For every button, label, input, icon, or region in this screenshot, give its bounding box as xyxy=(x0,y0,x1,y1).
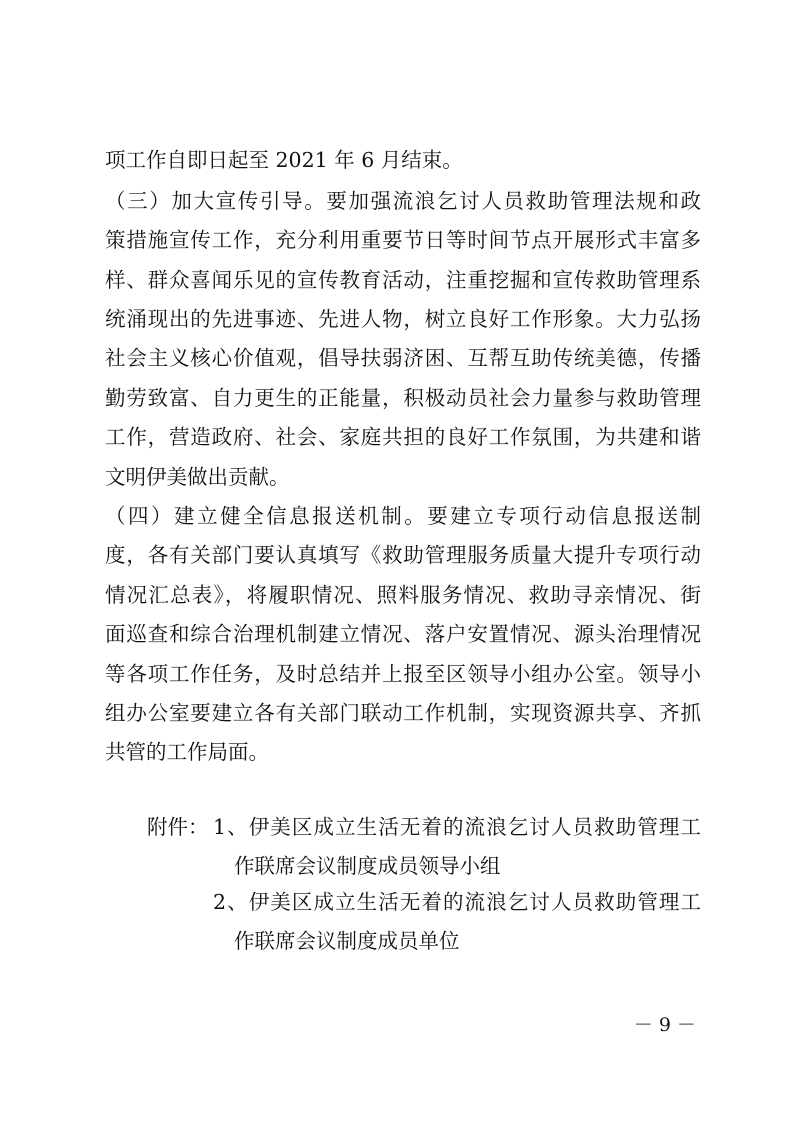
paragraph-line: 情况汇总表》，将履职情况、照料服务情况、救助寻亲情况、街 xyxy=(105,583,701,607)
attachment-item-line: 作联席会议制度成员领导小组 xyxy=(234,854,501,878)
paragraph-line: 工作，营造政府、社会、家庭共担的良好工作氛围，为共建和谐 xyxy=(105,425,701,449)
paragraph-line: （三）加大宣传引导。要加强流浪乞讨人员救助管理法规和政 xyxy=(105,189,701,213)
paragraph-line: 组办公室要建立各有关部门联动工作机制，实现资源共享、齐抓 xyxy=(105,701,701,725)
paragraph-line: 策措施宣传工作，充分利用重要节日等时间节点开展形式丰富多 xyxy=(105,228,701,252)
attachment-item-line: 2、伊美区成立生活无着的流浪乞讨人员救助管理工 xyxy=(213,890,701,914)
paragraph-line: 等各项工作任务，及时总结并上报至区领导小组办公室。领导小 xyxy=(105,662,701,686)
attachment-item-line: 1、伊美区成立生活无着的流浪乞讨人员救助管理工 xyxy=(213,815,701,839)
paragraph-line: 项工作自即日起至 2021 年 6 月结束。 xyxy=(105,148,463,172)
paragraph-line: 样、群众喜闻乐见的宣传教育活动，注重挖掘和宣传救助管理系 xyxy=(105,268,701,292)
paragraph-line: 共管的工作局面。 xyxy=(105,740,269,764)
paragraph-line: （四）建立健全信息报送机制。要建立专项行动信息报送制 xyxy=(105,504,701,528)
paragraph-line: 社会主义核心价值观，倡导扶弱济困、互帮互助传统美德，传播 xyxy=(105,346,701,370)
paragraph-line: 面巡查和综合治理机制建立情况、落户安置情况、源头治理情况 xyxy=(105,622,701,646)
attachment-item-line: 作联席会议制度成员单位 xyxy=(234,929,460,953)
attachments-label: 附件： xyxy=(147,815,209,839)
paragraph-line: 度，各有关部门要认真填写《救助管理服务质量大提升专项行动 xyxy=(105,543,701,567)
paragraph-line: 统涌现出的先进事迹、先进人物，树立良好工作形象。大力弘扬 xyxy=(105,307,701,331)
page-number: － 9 － xyxy=(633,1014,696,1036)
paragraph-line: 文明伊美做出贡献。 xyxy=(105,465,290,489)
paragraph-line: 勤劳致富、自力更生的正能量，积极动员社会力量参与救助管理 xyxy=(105,386,701,410)
